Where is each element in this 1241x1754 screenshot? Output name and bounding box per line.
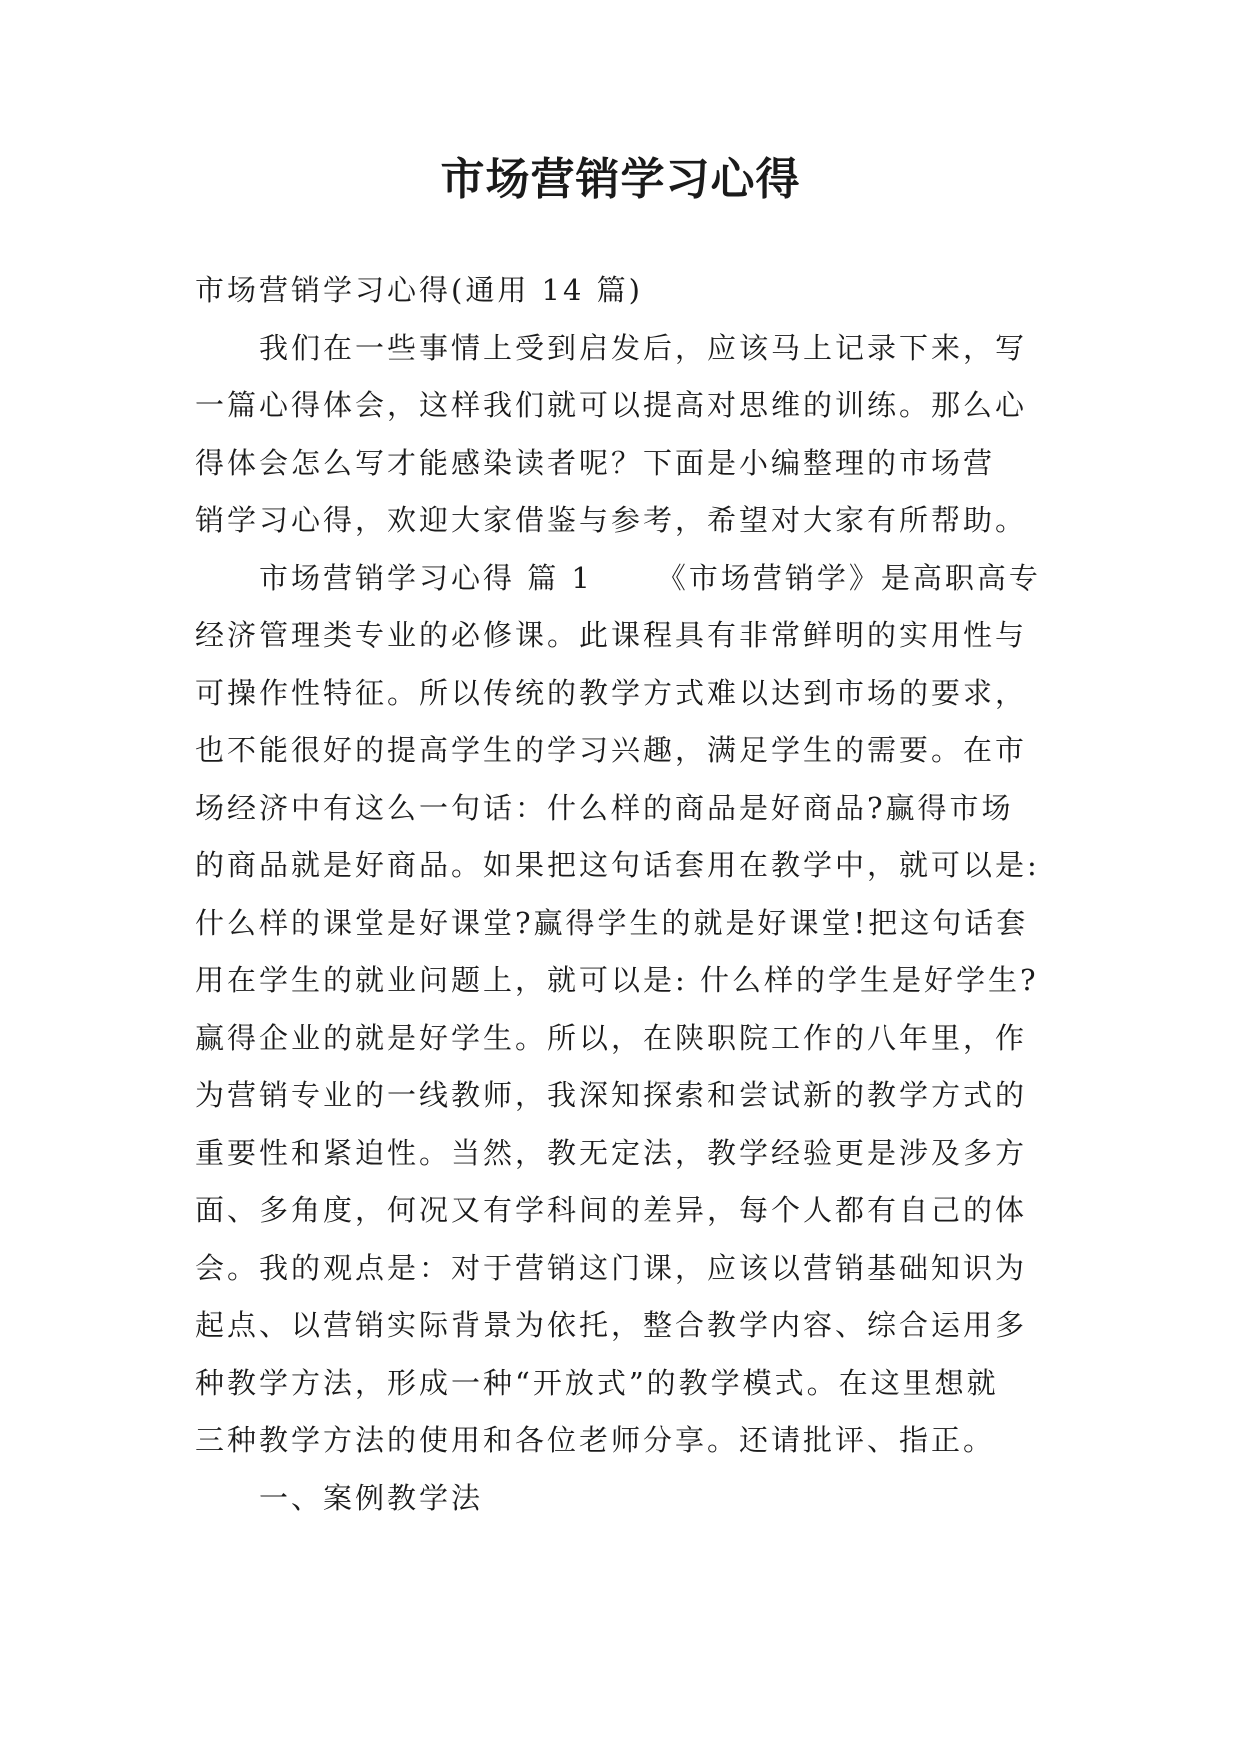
document-title: 市场营销学习心得: [440, 154, 801, 205]
paragraph-line: 三种教学方法的使用和各位老师分享。还请批评、指正。: [195, 1423, 996, 1457]
paragraph-line: 经济管理类专业的必修课。此课程具有非常鲜明的实用性与: [195, 618, 1028, 652]
intro-line: 一篇心得体会，这样我们就可以提高对思维的训练。那么心: [195, 388, 1028, 422]
paragraph-line: 用在学生的就业问题上，就可以是: 什么样的学生是好学生?: [195, 963, 1039, 997]
intro-line: 得体会怎么写才能感染读者呢？下面是小编整理的市场营: [195, 445, 996, 480]
paragraph-line: 重要性和紧迫性。当然，教无定法，教学经验更是涉及多方: [195, 1135, 1028, 1170]
section-1-first-line: [195, 550, 1075, 608]
intro-line: 销学习心得，欢迎大家借鉴与参考，希望对大家有所帮助。: [195, 503, 1028, 537]
paragraph-line: 也不能很好的提高学生的学习兴趣，满足学生的需要。在市: [195, 733, 1028, 767]
paragraph-line: 种教学方法，形成一种“开放式”的教学模式。在这里想就: [195, 1365, 999, 1400]
paragraph-line: 的商品就是好商品。如果把这句话套用在教学中，就可以是:: [195, 848, 1040, 882]
paragraph-line: 赢得企业的就是好学生。所以，在陕职院工作的八年里，作: [195, 1020, 1028, 1055]
section-1-heading: 市场营销学习心得 篇 1: [259, 560, 593, 595]
subheading-case-teaching: 一、案例教学法: [259, 1480, 484, 1515]
document-subtitle: 市场营销学习心得(通用 14 篇): [195, 273, 643, 307]
paragraph-line: 为营销专业的一线教师，我深知探索和尝试新的教学方式的: [195, 1078, 1028, 1112]
paragraph-line: 面、多角度，何况又有学科间的差异，每个人都有自己的体: [195, 1193, 1028, 1227]
document-body: [195, 262, 1075, 1527]
paragraph-line: 起点、以营销实际背景为依托，整合教学内容、综合运用多: [195, 1308, 1028, 1342]
paragraph-line: 会。我的观点是：对于营销这门课，应该以营销基础知识为: [195, 1250, 1028, 1285]
paragraph-line: 可操作性特征。所以传统的教学方式难以达到市场的要求，: [195, 675, 1028, 710]
intro-line: 我们在一些事情上受到启发后，应该马上记录下来，写: [259, 330, 1028, 365]
paragraph-line: 什么样的课堂是好课堂?赢得学生的就是好课堂!把这句话套: [195, 905, 1029, 940]
section-1-text-start: 《市场营销学》是高职高专: [656, 560, 1041, 595]
paragraph-line: 场经济中有这么一句话：什么样的商品是好商品?赢得市场: [195, 790, 1014, 825]
